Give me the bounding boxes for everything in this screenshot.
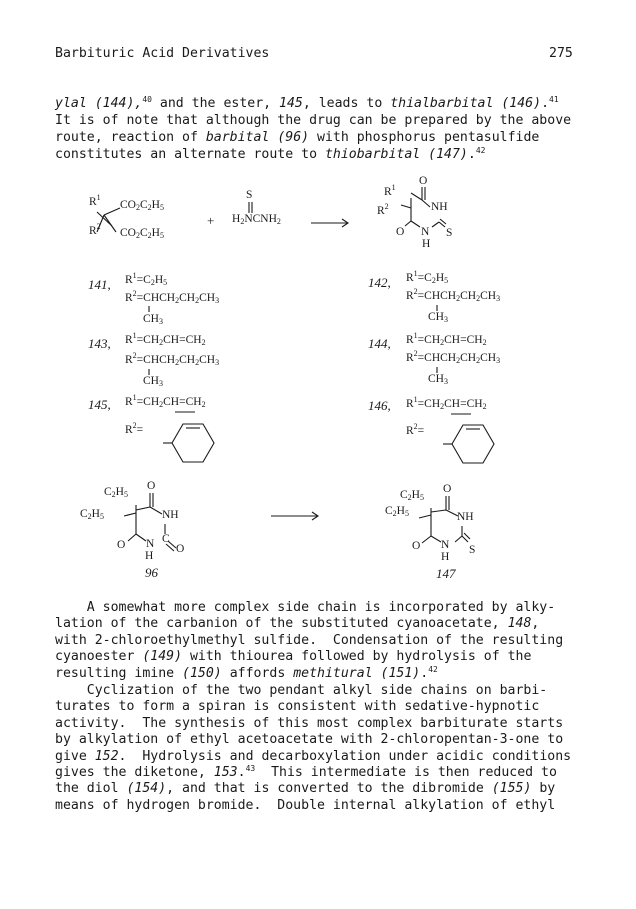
thiobarbital-ethyl-2: $C_2H_5$ [385,505,409,518]
compound-label-146: 146, [368,398,391,413]
thiobarbital-o-left: O [412,540,421,552]
cmpd-143-r2: $R^2=CHCH_2CH_2CH_3$ [125,351,220,367]
ref-41: 41 [549,95,559,104]
barbital-h: H [145,550,154,562]
text: constitutes an alternate route to [55,147,325,162]
product-r1: $R^1$ [384,183,396,198]
cmpd-141-r1: $R^1=C_2H_5$ [125,271,168,287]
bond [150,507,162,514]
barbital-o-top: O [147,480,156,492]
bond [419,515,431,518]
thiobarbital-n: N [441,539,450,551]
plus-sign: + [207,213,215,228]
barbital-c: C [162,533,170,545]
bond [431,536,441,542]
barbital-o-right: O [176,543,185,555]
bond [422,536,431,543]
bond [464,533,470,539]
thiourea-s: S [246,189,253,201]
thiobarbital-h: H [441,551,450,563]
body-paragraph-1: A somewhat more complex side chain is incorporated by alky- lation of the carbanion of the substituted cyanoacetate, 148, with 2-chloroethylmethyl sulfide. Condensation of the resulting cyanoester (149) with thiourea followed by hydrolysis of the resulting imine (150) affords methitural (151).$^{42}$ [55,600,564,681]
thiobarbital-o-top: O [443,483,452,495]
running-title: Barbituric Acid Derivatives [55,46,270,61]
text: route, reaction of [55,130,206,145]
reactant-r1: $R^1$ [89,193,101,208]
drug-barbital: barbital (96) [205,130,310,145]
text: , leads to [302,96,391,111]
cmpd-145-r2: $R^2=$ [125,421,144,436]
bond [422,200,430,207]
bond [136,534,146,541]
ester-bottom: $CO_2C_2H_5$ [120,227,164,240]
product-r2: $R^2$ [377,202,389,217]
product-o-top: O [419,175,428,187]
cmpd-142-methyl: $CH_3$ [428,311,448,324]
cmpd-143-methyl: $CH_3$ [143,375,163,388]
drug-thialbarbital: thialbarbital (146) [390,96,542,111]
bond [405,221,411,226]
compound-label-147: 147 [436,566,456,581]
cmpd-143-r1: $R^1=CH_2CH=CH_2$ [125,331,206,347]
product-h: H [422,238,431,250]
bond [136,507,150,510]
intro-line-2: It is of note that although the drug can be prepared by the above [55,113,572,128]
cmpd-141-r2: $R^2=CHCH_2CH_2CH_3$ [125,289,220,305]
bond [411,193,422,200]
cyclohexene-ring [172,424,214,462]
bond [104,208,120,215]
bond [401,205,411,208]
bond [462,536,468,542]
product-n: N [421,226,430,238]
bond [124,513,136,516]
compound-label-144: 144, [368,336,391,351]
cmpd-146-r2: $R^2=$ [406,422,425,437]
text: . [541,96,550,111]
compound-label-145: 145, [88,397,111,412]
compound-label-142: 142, [368,275,391,290]
thiobarbital-ethyl-1: $C_2H_5$ [400,489,424,502]
barbital-ethyl-2: $C_2H_5$ [80,508,104,521]
text: . [467,147,476,162]
cmpd-142-r2: $R^2=CHCH_2CH_2CH_3$ [406,287,501,303]
reactant-r2: $R^2$ [89,222,101,237]
ester-top: $CO_2C_2H_5$ [120,199,164,212]
cmpd-ref-144: ylal (144), [55,96,143,111]
barbital-o-left: O [117,539,126,551]
cmpd-145-r1: $R^1=CH_2CH=CH_2$ [125,393,206,409]
barbital-n: N [146,538,155,550]
bond [455,536,462,542]
text: with phosphorus pentasulfide [309,130,540,145]
compound-label-143: 143, [88,336,111,351]
cmpd-144-r1: $R^1=CH_2CH=CH_2$ [406,331,487,347]
thiobarbital-nh: NH [457,511,474,523]
thiobarbital-s: S [469,544,476,556]
cmpd-144-methyl: $CH_3$ [428,373,448,386]
text: and the ester, [151,96,280,111]
ref-42: 42 [475,146,486,155]
product-o-left: O [396,226,405,238]
page-number: 275 [549,46,573,61]
thiourea: $H_2NCNH_2$ [232,213,281,226]
cyclohexene-ring [452,425,494,463]
compound-label-96: 96 [145,565,158,580]
cmpd-141-methyl: $CH_3$ [143,313,163,326]
bond [411,221,420,227]
body-paragraph-2: Cyclization of the two pendant alkyl side chains on barbi- turates to form a spiran is consistent with sedative-hypnotic activity. The synthesis of this most complex barbiturate starts by alkylation of ethyl acetoacetate with 2-chloropentan-3-one to give 152. Hydrolysis and decarboxylation under acidic conditions gives the diketone, 153.43 This intermediate is then reduced to the diol (154), and that is converted to the dibromide (155) by means of hydrogen bromide. Double internal alkylation of ethyl [55,683,572,813]
barbital-ethyl-1: $C_2H_5$ [104,486,128,499]
bond [104,215,116,232]
cmpd-144-r2: $R^2=CHCH_2CH_2CH_3$ [406,349,501,365]
ref-40: 40 [142,95,152,104]
cmpd-146-r1: $R^1=CH_2CH=CH_2$ [406,395,487,411]
product-nh: NH [431,201,448,213]
product-s: S [446,227,453,239]
bond [431,510,446,512]
bond [432,222,439,227]
compound-label-141: 141, [88,277,111,292]
cmpd-142-r1: $R^1=C_2H_5$ [406,269,449,285]
bond [128,534,136,541]
barbital-nh: NH [162,509,179,521]
cmpd-ref-145: 145 [279,96,303,111]
drug-thiobarbital: thiobarbital (147) [324,147,468,162]
